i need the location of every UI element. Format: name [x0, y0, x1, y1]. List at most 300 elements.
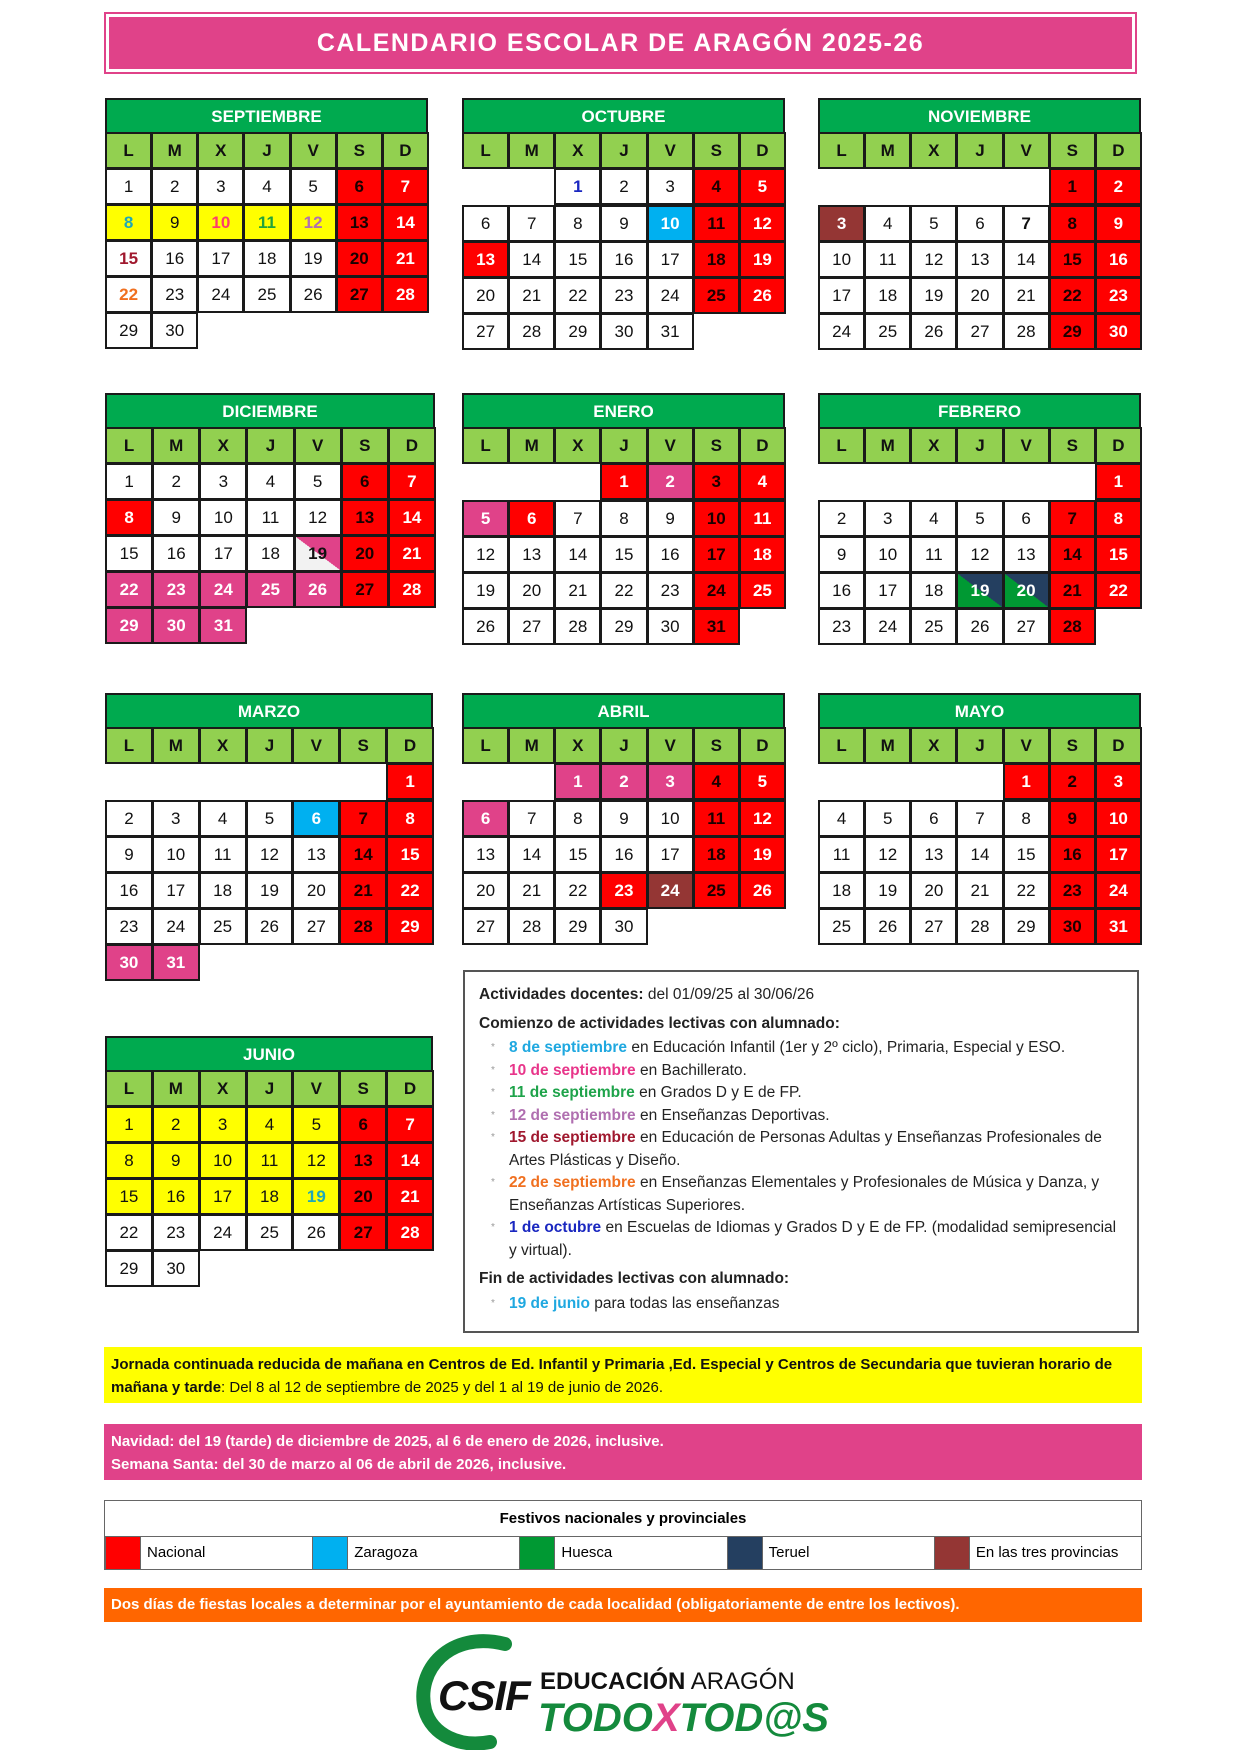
day-cell: 14	[956, 836, 1003, 873]
day-cell: 2	[600, 763, 647, 800]
day-cell: 29	[105, 312, 152, 349]
weekday-header: D	[386, 1070, 434, 1107]
weekday-header: M	[152, 1070, 200, 1107]
day-cell: 4	[246, 1106, 294, 1143]
info-list-item	[479, 1127, 1123, 1172]
day-cell: 19	[246, 872, 294, 909]
weekday-header: V	[647, 132, 694, 169]
day-cell: 24	[647, 277, 694, 314]
day-cell: 28	[382, 276, 429, 313]
day-cell: 23	[647, 572, 694, 609]
day-cell: 3	[152, 800, 200, 837]
day-cell: 2	[105, 800, 153, 837]
weekday-header: J	[246, 427, 294, 464]
day-cell: 5	[246, 800, 294, 837]
day-cell: 19	[292, 1178, 340, 1215]
weekday-header: D	[1095, 132, 1142, 169]
day-cell: 20	[956, 277, 1003, 314]
day-cell: 12	[246, 836, 294, 873]
day-cell: 13	[462, 241, 509, 278]
day-cell: 12	[292, 1142, 340, 1179]
jornada-bold-text: Jornada continuada reducida de mañana en Centros de Ed. Infantil y Primaria ,Ed. Especial y Centros de Secundaria que tuvieran horario de mañana y tarde	[111, 1356, 1113, 1396]
weekday-header: X	[197, 132, 244, 169]
day-cell: 17	[199, 1178, 247, 1215]
day-cell: 18	[693, 241, 740, 278]
day-cell: 6	[1003, 500, 1050, 537]
month-title: MAYO	[818, 693, 1141, 727]
day-cell: 13	[508, 536, 555, 573]
empty-cell	[246, 763, 293, 800]
weekday-header: M	[508, 132, 555, 169]
day-cell: 30	[647, 608, 694, 645]
month-abril	[462, 693, 785, 944]
day-cell: 9	[152, 499, 200, 536]
jornada-reducida-banner	[104, 1347, 1142, 1403]
day-cell: 11	[693, 800, 740, 837]
day-cell: 1	[1003, 763, 1050, 800]
day-cell: 1	[105, 168, 152, 205]
day-cell: 2	[1095, 168, 1142, 205]
day-cell: 19	[294, 535, 342, 572]
weekday-header: S	[693, 132, 740, 169]
month-title: ENERO	[462, 393, 785, 427]
weekday-header: M	[864, 132, 911, 169]
day-cell: 20	[292, 872, 340, 909]
comienzo-list	[479, 1037, 1123, 1262]
day-cell: 11	[199, 836, 247, 873]
info-date: 10 de septiembre	[509, 1061, 636, 1079]
day-cell: 27	[508, 608, 555, 645]
day-cell: 31	[199, 607, 247, 644]
day-cell: 25	[246, 571, 294, 608]
day-cell: 16	[600, 241, 647, 278]
docentes-value: del 01/09/25 al 30/06/26	[643, 986, 815, 1003]
comienzo-title: Comienzo de actividades lectivas con alumnado:	[479, 1014, 840, 1032]
day-cell: 5	[292, 1106, 340, 1143]
empty-cell	[864, 463, 910, 500]
fin-list	[479, 1293, 1123, 1316]
day-cell: 25	[246, 1214, 294, 1251]
day-cell: 11	[864, 241, 911, 278]
day-cell: 28	[956, 908, 1003, 945]
day-cell: 19	[462, 572, 509, 609]
weekday-header: S	[693, 727, 740, 764]
day-cell: 1	[1095, 463, 1142, 500]
logo-educacion: EDUCACIÓN	[540, 1668, 686, 1695]
info-list-item	[479, 1172, 1123, 1217]
day-cell: 3	[818, 205, 865, 242]
day-cell: 29	[386, 908, 434, 945]
weekday-header: V	[292, 727, 340, 764]
legend-item	[934, 1537, 1141, 1569]
day-cell: 10	[1095, 800, 1142, 837]
empty-cell	[1003, 168, 1049, 205]
day-cell: 25	[199, 908, 247, 945]
empty-cell	[508, 763, 554, 800]
day-cell: 22	[105, 1214, 153, 1251]
day-cell: 16	[152, 1178, 200, 1215]
day-cell: 3	[199, 463, 247, 500]
day-cell: 28	[1003, 313, 1050, 350]
day-cell: 27	[1003, 608, 1050, 645]
info-list-item	[479, 1105, 1123, 1128]
day-cell: 17	[197, 240, 244, 277]
day-cell: 28	[554, 608, 601, 645]
day-cell: 2	[1049, 763, 1096, 800]
day-cell: 22	[554, 872, 601, 909]
fin-title: Fin de actividades lectivas con alumnado:	[479, 1270, 790, 1287]
day-cell: 17	[152, 872, 200, 909]
day-cell: 7	[339, 800, 387, 837]
day-cell: 10	[693, 500, 740, 537]
day-cell: 30	[151, 312, 198, 349]
day-cell: 17	[1095, 836, 1142, 873]
day-cell: 7	[388, 463, 436, 500]
day-cell: 26	[739, 277, 786, 314]
day-cell: 24	[199, 571, 247, 608]
day-cell: 24	[197, 276, 244, 313]
day-cell: 4	[243, 168, 290, 205]
day-cell: 1	[386, 763, 434, 800]
day-cell: 18	[693, 836, 740, 873]
info-date: 11 de septiembre	[509, 1084, 635, 1101]
empty-cell	[1003, 463, 1049, 500]
empty-cell	[818, 763, 864, 800]
weekday-header: V	[1003, 727, 1050, 764]
day-cell: 25	[693, 872, 740, 909]
day-cell: 30	[152, 607, 200, 644]
day-cell: 28	[508, 908, 555, 945]
vacaciones-banner	[104, 1424, 1142, 1480]
bullet-star-icon: *	[491, 1297, 495, 1309]
day-cell: 5	[864, 800, 911, 837]
day-cell: 13	[1003, 536, 1050, 573]
legend-swatch	[519, 1537, 555, 1569]
day-cell: 21	[1049, 572, 1096, 609]
day-cell: 2	[818, 500, 865, 537]
info-date: 8 de septiembre	[509, 1039, 628, 1056]
day-cell: 5	[739, 168, 786, 205]
day-cell: 6	[462, 205, 509, 242]
bullet-star-icon: *	[491, 1087, 495, 1098]
weekday-header: J	[956, 427, 1003, 464]
weekday-header: L	[105, 727, 153, 764]
day-cell: 29	[1003, 908, 1050, 945]
day-cell: 15	[1003, 836, 1050, 873]
day-cell: 5	[739, 763, 786, 800]
info-text: en Escuelas de Idiomas y Grados D y E de FP. (modalidad semipresencial y virtual).	[509, 1219, 1117, 1259]
day-cell: 3	[647, 763, 694, 800]
weekday-header: D	[739, 727, 786, 764]
info-date: 12 de septiembre	[509, 1106, 636, 1124]
weekday-header: V	[647, 427, 694, 464]
info-list-item	[479, 1037, 1123, 1060]
weekday-header: L	[462, 132, 509, 169]
day-cell: 23	[600, 872, 647, 909]
empty-cell	[864, 168, 910, 205]
day-cell: 28	[508, 313, 555, 350]
day-cell: 16	[1095, 241, 1142, 278]
legend-swatch	[727, 1537, 763, 1569]
day-cell: 26	[246, 908, 294, 945]
month-septiembre	[105, 98, 428, 348]
weekday-header: X	[199, 727, 247, 764]
day-cell: 6	[956, 205, 1003, 242]
weekday-header: J	[956, 132, 1003, 169]
day-cell: 26	[462, 608, 509, 645]
day-cell: 21	[339, 872, 387, 909]
weekday-header: D	[1095, 727, 1142, 764]
day-cell: 15	[554, 836, 601, 873]
weekday-header: X	[554, 727, 601, 764]
logo-line2	[538, 1696, 829, 1741]
day-cell: 14	[339, 836, 387, 873]
info-text: en Enseñanzas Elementales y Profesionales de Música y Danza, y Enseñanzas Artísticas Superiores.	[509, 1174, 1100, 1214]
day-cell: 19	[739, 836, 786, 873]
day-cell: 16	[105, 872, 153, 909]
day-cell: 15	[105, 535, 153, 572]
empty-cell	[910, 168, 956, 205]
month-grid	[462, 727, 785, 944]
day-cell: 4	[693, 763, 740, 800]
day-cell: 15	[1049, 241, 1096, 278]
day-cell: 14	[386, 1142, 434, 1179]
day-cell: 24	[864, 608, 911, 645]
day-cell: 7	[554, 500, 601, 537]
month-junio	[105, 1036, 433, 1286]
day-cell: 1	[600, 463, 647, 500]
day-cell: 13	[341, 499, 389, 536]
day-cell: 6	[292, 800, 340, 837]
logo-x: X	[652, 1696, 680, 1740]
day-cell: 26	[864, 908, 911, 945]
logo-aragon: ARAGÓN	[685, 1668, 795, 1695]
day-cell: 23	[1049, 872, 1096, 909]
day-cell: 11	[739, 500, 786, 537]
actividades-docentes	[479, 984, 1123, 1007]
day-cell: 12	[956, 536, 1003, 573]
info-text: en Educación Infantil (1er y 2º ciclo), Primaria, Especial y ESO.	[627, 1039, 1066, 1056]
month-grid	[818, 727, 1141, 944]
day-cell: 21	[388, 535, 436, 572]
weekday-header: S	[339, 727, 387, 764]
empty-cell	[956, 168, 1002, 205]
day-cell: 20	[1003, 572, 1050, 609]
day-cell: 23	[105, 908, 153, 945]
day-cell: 25	[243, 276, 290, 313]
day-cell: 10	[647, 800, 694, 837]
day-cell: 27	[910, 908, 957, 945]
day-cell: 29	[554, 313, 601, 350]
info-list-item	[479, 1293, 1123, 1316]
day-cell: 2	[152, 1106, 200, 1143]
day-cell: 19	[290, 240, 337, 277]
month-title: FEBRERO	[818, 393, 1141, 427]
day-cell: 3	[197, 168, 244, 205]
day-cell: 27	[339, 1214, 387, 1251]
day-cell: 1	[554, 168, 601, 205]
day-cell: 6	[462, 800, 509, 837]
day-cell: 8	[1003, 800, 1050, 837]
day-cell: 8	[1095, 500, 1142, 537]
day-cell: 8	[105, 499, 153, 536]
day-cell: 28	[388, 571, 436, 608]
day-cell: 6	[508, 500, 555, 537]
day-cell: 22	[554, 277, 601, 314]
info-date: 1 de octubre	[509, 1219, 602, 1236]
day-cell: 7	[382, 168, 429, 205]
weekday-header: X	[910, 727, 957, 764]
day-cell: 30	[1095, 313, 1142, 350]
day-cell: 30	[600, 313, 647, 350]
weekday-header: M	[508, 427, 555, 464]
day-cell: 16	[152, 535, 200, 572]
weekday-header: J	[246, 727, 294, 764]
day-cell: 28	[386, 1214, 434, 1251]
empty-cell	[105, 763, 152, 800]
empty-cell	[910, 763, 956, 800]
empty-cell	[199, 763, 246, 800]
weekday-header: S	[1049, 132, 1096, 169]
day-cell: 31	[693, 608, 740, 645]
page-title: CALENDARIO ESCOLAR DE ARAGÓN 2025-26	[109, 17, 1132, 69]
day-cell: 23	[151, 276, 198, 313]
month-grid	[818, 132, 1141, 349]
day-cell: 7	[508, 800, 555, 837]
info-list-item	[479, 1217, 1123, 1262]
day-cell: 8	[386, 800, 434, 837]
month-octubre	[462, 98, 785, 349]
day-cell: 18	[246, 1178, 294, 1215]
day-cell: 29	[1049, 313, 1096, 350]
day-cell: 22	[105, 276, 152, 313]
weekday-header: X	[910, 132, 957, 169]
legend-title: Festivos nacionales y provinciales	[105, 1501, 1141, 1537]
day-cell: 9	[647, 500, 694, 537]
day-cell: 7	[1049, 500, 1096, 537]
day-cell: 4	[246, 463, 294, 500]
day-cell: 11	[693, 205, 740, 242]
weekday-header: M	[864, 727, 911, 764]
day-cell: 13	[339, 1142, 387, 1179]
day-cell: 4	[910, 500, 957, 537]
day-cell: 20	[910, 872, 957, 909]
weekday-header: S	[336, 132, 383, 169]
month-title: OCTUBRE	[462, 98, 785, 132]
day-cell: 30	[1049, 908, 1096, 945]
empty-cell	[152, 763, 199, 800]
day-cell: 11	[818, 836, 865, 873]
day-cell: 11	[243, 204, 290, 241]
day-cell: 17	[647, 836, 694, 873]
day-cell: 29	[600, 608, 647, 645]
legend-swatch	[312, 1537, 348, 1569]
day-cell: 5	[956, 500, 1003, 537]
day-cell: 14	[554, 536, 601, 573]
day-cell: 24	[647, 872, 694, 909]
day-cell: 27	[292, 908, 340, 945]
day-cell: 23	[1095, 277, 1142, 314]
legend-item	[312, 1537, 519, 1569]
info-text: en Bachillerato.	[635, 1061, 747, 1079]
day-cell: 13	[292, 836, 340, 873]
day-cell: 9	[818, 536, 865, 573]
day-cell: 19	[739, 241, 786, 278]
info-text: en Grados D y E de FP.	[634, 1084, 802, 1101]
day-cell: 18	[818, 872, 865, 909]
day-cell: 1	[1049, 168, 1096, 205]
day-cell: 27	[462, 313, 509, 350]
weekday-header: D	[382, 132, 429, 169]
bullet-star-icon: *	[491, 1109, 495, 1121]
day-cell: 15	[105, 1178, 153, 1215]
fiestas-locales-banner: Dos días de fiestas locales a determinar por el ayuntamiento de cada localidad (obligatoriamente de entre los lectivos).	[104, 1588, 1142, 1622]
weekday-header: D	[1095, 427, 1142, 464]
weekday-header: J	[243, 132, 290, 169]
semana-santa-text: Semana Santa: del 30 de marzo al 06 de abril de 2026, inclusive.	[111, 1456, 567, 1473]
day-cell: 5	[294, 463, 342, 500]
info-box	[463, 970, 1139, 1333]
day-cell: 12	[294, 499, 342, 536]
day-cell: 20	[508, 572, 555, 609]
jornada-dates: : Del 8 al 12 de septiembre de 2025 y del 1 al 19 de junio de 2026.	[221, 1379, 664, 1396]
day-cell: 11	[246, 499, 294, 536]
day-cell: 16	[600, 836, 647, 873]
day-cell: 27	[341, 571, 389, 608]
weekday-header: V	[1003, 132, 1050, 169]
day-cell: 13	[956, 241, 1003, 278]
day-cell: 24	[818, 313, 865, 350]
day-cell: 25	[693, 277, 740, 314]
weekday-header: D	[739, 132, 786, 169]
day-cell: 1	[105, 1106, 153, 1143]
day-cell: 22	[105, 571, 153, 608]
empty-cell	[462, 763, 508, 800]
day-cell: 10	[818, 241, 865, 278]
day-cell: 9	[600, 205, 647, 242]
brand-csif: CSIF	[438, 1672, 530, 1719]
day-cell: 8	[554, 800, 601, 837]
weekday-header: L	[818, 727, 865, 764]
day-cell: 24	[693, 572, 740, 609]
empty-cell	[554, 463, 600, 500]
weekday-header: M	[152, 727, 200, 764]
day-cell: 15	[105, 240, 152, 277]
day-cell: 5	[462, 500, 509, 537]
month-grid	[462, 132, 785, 349]
empty-cell	[462, 168, 508, 205]
weekday-header: X	[910, 427, 957, 464]
info-text: en Educación de Personas Adultas y Enseñanzas Profesionales de Artes Plásticas y Diseño.	[509, 1129, 1102, 1169]
day-cell: 10	[647, 205, 694, 242]
day-cell: 3	[1095, 763, 1142, 800]
legend-item	[519, 1537, 726, 1569]
day-cell: 12	[290, 204, 337, 241]
day-cell: 21	[386, 1178, 434, 1215]
day-cell: 3	[864, 500, 911, 537]
day-cell: 14	[508, 836, 555, 873]
day-cell: 8	[105, 1142, 153, 1179]
day-cell: 26	[290, 276, 337, 313]
weekday-header: V	[290, 132, 337, 169]
empty-cell	[292, 763, 339, 800]
day-cell: 12	[739, 205, 786, 242]
empty-cell	[956, 463, 1002, 500]
navidad-text: Navidad: del 19 (tarde) de diciembre de 2025, al 6 de enero de 2026, inclusive.	[111, 1433, 664, 1450]
day-cell: 12	[462, 536, 509, 573]
empty-cell	[339, 763, 386, 800]
month-grid	[105, 727, 433, 980]
